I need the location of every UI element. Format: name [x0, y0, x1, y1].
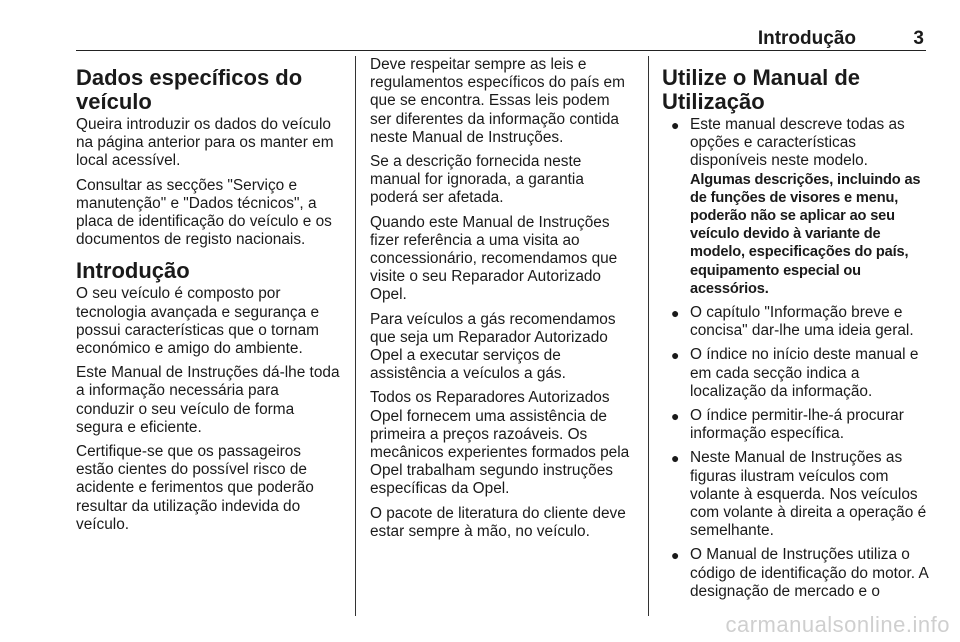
paragraph: Todos os Reparadores Autorizados Opel fornecem uma assistência de primeira a preços razoáveis. Os mecânicos experientes formados pela Opel trabalham segundo instruções específicas da Opel. [370, 389, 630, 498]
list-item-text: O índice no início deste manual e em cada secção indica a localização da informação. [690, 346, 919, 400]
list-item-text: Neste Manual de Instruções as figuras ilustram veículos com volante à esquerda. Nos veículos com volante à direita a operação é semelhante. [690, 449, 927, 540]
heading-vehicle-data: Dados específicos do veículo [76, 65, 303, 114]
column-1 [76, 56, 341, 540]
list-item-text: Este manual descreve todas as opções e características disponíveis neste modelo. [690, 116, 905, 170]
list-item-bold-note: Algumas descrições, incluindo as de funções de visores e menu, poderão não se aplicar ao seu veículo devido à variante de modelo, especificações do país, equipamento especial ou acessórios. [690, 171, 921, 297]
list-item [662, 304, 930, 340]
bullet-icon: ● [671, 305, 680, 322]
list-item [662, 407, 930, 443]
list-item [662, 546, 930, 601]
heading-use-manual: Utilize o Manual de Utilização [662, 65, 861, 114]
paragraph: Queira introduzir os dados do veículo na página anterior para os manter em local acessível. [76, 116, 334, 170]
heading-introduction: Introdução [76, 258, 190, 284]
paragraph: Para veículos a gás recomendamos que seja um Reparador Autorizado Opel a executar serviços de assistência a veículos a gás. [370, 310, 616, 383]
paragraph: Quando este Manual de Instruções fizer referência a uma visita ao concessionário, recomendamos que visite o seu Reparador Autorizado Opel. [370, 213, 618, 304]
paragraph: Deve respeitar sempre as leis e regulamentos específicos do país em que se encontra. Essas leis podem ser diferentes da informação contida neste Manual de Instruções. [370, 56, 625, 146]
paragraph: Certifique-se que os passageiros estão cientes do possível risco de acidente e ferimentos que poderão resultar da utilização indevida do veículo. [76, 443, 314, 533]
column-2 [370, 56, 634, 547]
column-3 [662, 56, 930, 607]
page-number: 3 [913, 28, 924, 49]
bullet-list [662, 116, 930, 601]
list-item-text: O índice permitir-lhe-á procurar informação específica. [690, 407, 904, 443]
paragraph: Se a descrição fornecida neste manual for ignorada, a garantia poderá ser afetada. [370, 153, 584, 207]
bullet-icon: ● [671, 547, 680, 564]
paragraph: O pacote de literatura do cliente deve estar sempre à mão, no veículo. [370, 504, 626, 540]
bullet-icon: ● [671, 347, 680, 364]
list-item [662, 346, 930, 401]
watermark: carmanualsonline.info [725, 612, 950, 637]
header-title: Introdução [757, 28, 856, 49]
paragraph: Este Manual de Instruções dá-lhe toda a informação necessária para conduzir o seu veículo de forma segura e eficiente. [76, 364, 340, 436]
list-item-text: O Manual de Instruções utiliza o código de identificação do motor. A designação de mercado e o [690, 546, 928, 600]
list-item [662, 116, 930, 298]
bullet-icon: ● [671, 450, 680, 467]
bullet-icon: ● [671, 117, 680, 133]
bullet-icon: ● [671, 408, 680, 425]
paragraph: Consultar as secções "Serviço e manutenção" e "Dados técnicos", a placa de identificação do veículo e os documentos de registo nacionais. [76, 176, 332, 249]
paragraph: O seu veículo é composto por tecnologia avançada e segurança e possui características que o tornam económico e amigo do ambiente. [76, 285, 320, 358]
column-divider-2 [648, 56, 649, 616]
list-item [662, 449, 930, 540]
list-item-text: O capítulo "Informação breve e concisa" dar-lhe uma ideia geral. [690, 304, 914, 340]
page-header [76, 26, 926, 51]
column-divider-1 [355, 56, 356, 616]
